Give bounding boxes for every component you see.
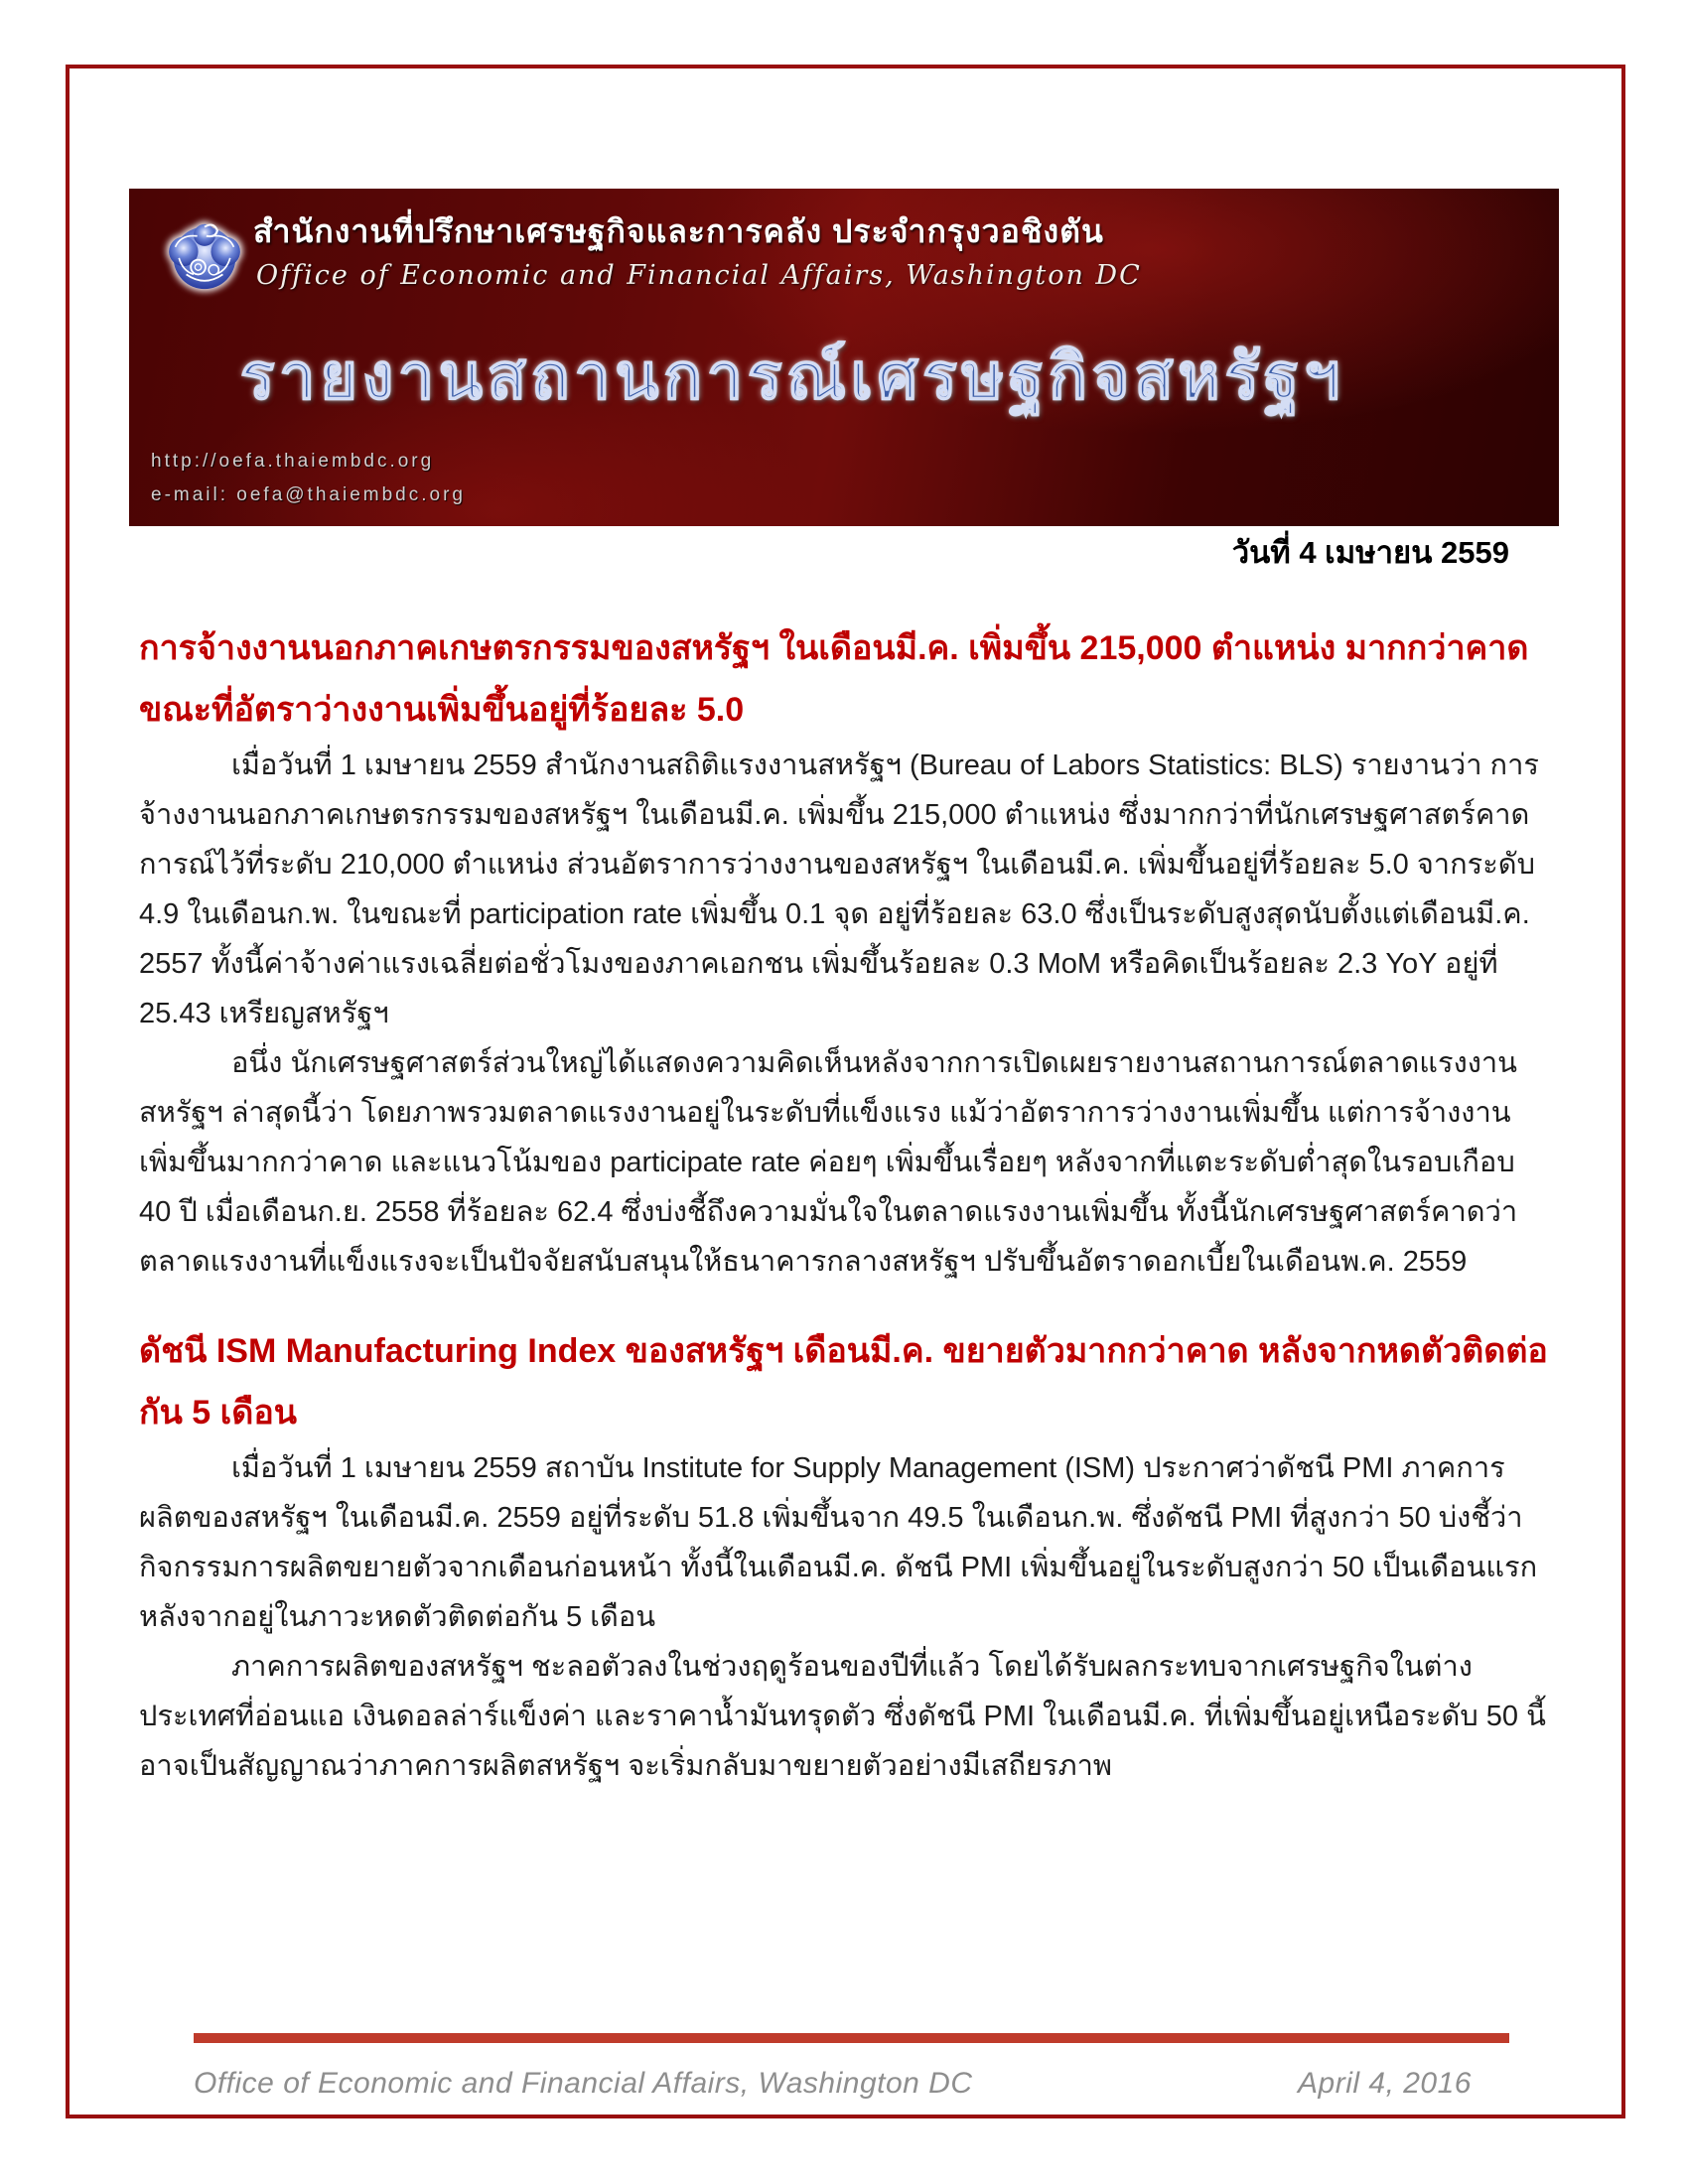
org-name-english: Office of Economic and Financial Affairs, Washington DC xyxy=(256,260,1142,291)
report-title: รายงานสถานการณ์เศรษฐกิจสหรัฐฯ xyxy=(240,341,1345,412)
paragraph-nonfarm-2: อนึ่ง นักเศรษฐศาสตร์ส่วนใหญ่ได้แสดงความคิดเห็นหลังจากการเปิดเผยรายงานสถานการณ์ตลาดแรงงานสหรัฐฯ ล่าสุดนี้ว่า โดยภาพรวมตลาดแรงงานอยู่ในระดับที่แข็งแรง แม้ว่าอัตราการว่างงานเพิ่มขึ้น แต่การจ้างงานเพิ่มขึ้นมากกว่าคาด และแนวโน้มของ participate rate ค่อยๆ เพิ่มขึ้นเรื่อยๆ หลังจากที่แตะระดับต่ำสุดในรอบเกือบ 40 ปี เมื่อเดือนก.ย. 2558 ที่ร้อยละ 62.4 ซึ่งบ่งชี้ถึงความมั่นใจในตลาดแรงงานเพิ่มขึ้น ทั้งนี้นักเศรษฐศาสตร์คาดว่าตลาดแรงงานที่แข็งแรงจะเป็นปัจจัยสนับสนุนให้ธนาคารกลางสหรัฐฯ ปรับขึ้นอัตราดอกเบี้ยในเดือนพ.ค. 2559 xyxy=(139,1047,1518,1278)
org-name-thai: สำนักงานที่ปรึกษาเศรษฐกิจและการคลัง ประจำกรุงวอชิงตัน xyxy=(253,213,1104,249)
email-address: e-mail: oefa@thaiembdc.org xyxy=(151,484,466,505)
paragraph-ism-1: เมื่อวันที่ 1 เมษายน 2559 สถาบัน Institute for Supply Management (ISM) ประกาศว่าดัชนี PMI ภาคการผลิตของสหรัฐฯ ในเดือนมี.ค. 2559 อยู่ที่ระดับ 51.8 เพิ่มขึ้นจาก 49.5 ในเดือนก.พ. ซึ่งดัชนี PMI ที่สูงกว่า 50 บ่งชี้ว่ากิจกรรมการผลิตขยายตัวจากเดือนก่อนหน้า ทั้งนี้ในเดือนมี.ค. ดัชนี PMI เพิ่มขึ้นอยู่ในระดับสูงกว่า 50 เป็นเดือนแรก หลังจากอยู่ในภาวะหดตัวติดต่อกัน 5 เดือน xyxy=(139,1452,1538,1633)
report-body xyxy=(139,617,1554,1791)
footer-divider-bar xyxy=(194,2033,1509,2043)
footer-office-name: Office of Economic and Financial Affairs, Washington DC xyxy=(194,2067,973,2100)
header-banner xyxy=(129,189,1559,526)
report-date: วันที่ 4 เมษายน 2559 xyxy=(1231,535,1509,570)
ministry-seal-icon xyxy=(159,210,250,302)
section-heading-nonfarm-payrolls: การจ้างงานนอกภาคเกษตรกรรมของสหรัฐฯ ในเดือนมี.ค. เพิ่มขึ้น 215,000 ตำแหน่ง มากกว่าคาด ขณะที่อัตราว่างงานเพิ่มขึ้นอยู่ที่ร้อยละ 5.0 xyxy=(139,629,1529,729)
paragraph-nonfarm-1: เมื่อวันที่ 1 เมษายน 2559 สำนักงานสถิติแรงงานสหรัฐฯ (Bureau of Labors Statistics: BLS) รายงานว่า การจ้างงานนอกภาคเกษตรกรรมของสหรัฐฯ ในเดือนมี.ค. เพิ่มขึ้น 215,000 ตำแหน่ง ซึ่งมากกว่าที่นักเศรษฐศาสตร์คาดการณ์ไว้ที่ระดับ 210,000 ตำแหน่ง ส่วนอัตราการว่างงานของสหรัฐฯ ในเดือนมี.ค. เพิ่มขึ้นอยู่ที่ร้อยละ 5.0 จากระดับ 4.9 ในเดือนก.พ. ในขณะที่ participation rate เพิ่มขึ้น 0.1 จุด อยู่ที่ร้อยละ 63.0 ซึ่งเป็นระดับสูงสุดนับตั้งแต่เดือนมี.ค. 2557 ทั้งนี้ค่าจ้างค่าแรงเฉลี่ยต่อชั่วโมงของภาคเอกชน เพิ่มขึ้นร้อยละ 0.3 MoM หรือคิดเป็นร้อยละ 2.3 YoY อยู่ที่ 25.43 เหรียญสหรัฐฯ xyxy=(139,750,1539,1029)
page-footer xyxy=(194,2033,1509,2101)
contact-info xyxy=(151,445,466,512)
paragraph-ism-2: ภาคการผลิตของสหรัฐฯ ชะลอตัวลงในช่วงฤดูร้อนของปีที่แล้ว โดยได้รับผลกระทบจากเศรษฐกิจในต่างประเทศที่อ่อนแอ เงินดอลล่าร์แข็งค่า และราคาน้ำมันทรุดตัว ซึ่งดัชนี PMI ในเดือนมี.ค. ที่เพิ่มขึ้นอยู่เหนือระดับ 50 นี้ อาจเป็นสัญญาณว่าภาคการผลิตสหรัฐฯ จะเริ่มกลับมาขยายตัวอย่างมีเสถียรภาพ xyxy=(139,1651,1546,1782)
footer-date: April 4, 2016 xyxy=(1298,2067,1472,2100)
section-heading-ism-pmi: ดัชนี ISM Manufacturing Index ของสหรัฐฯ เดือนมี.ค. ขยายตัวมากกว่าคาด หลังจากหดตัวติดต่อกัน 5 เดือน xyxy=(139,1332,1548,1432)
website-url: http://oefa.thaiembdc.org xyxy=(151,451,435,472)
